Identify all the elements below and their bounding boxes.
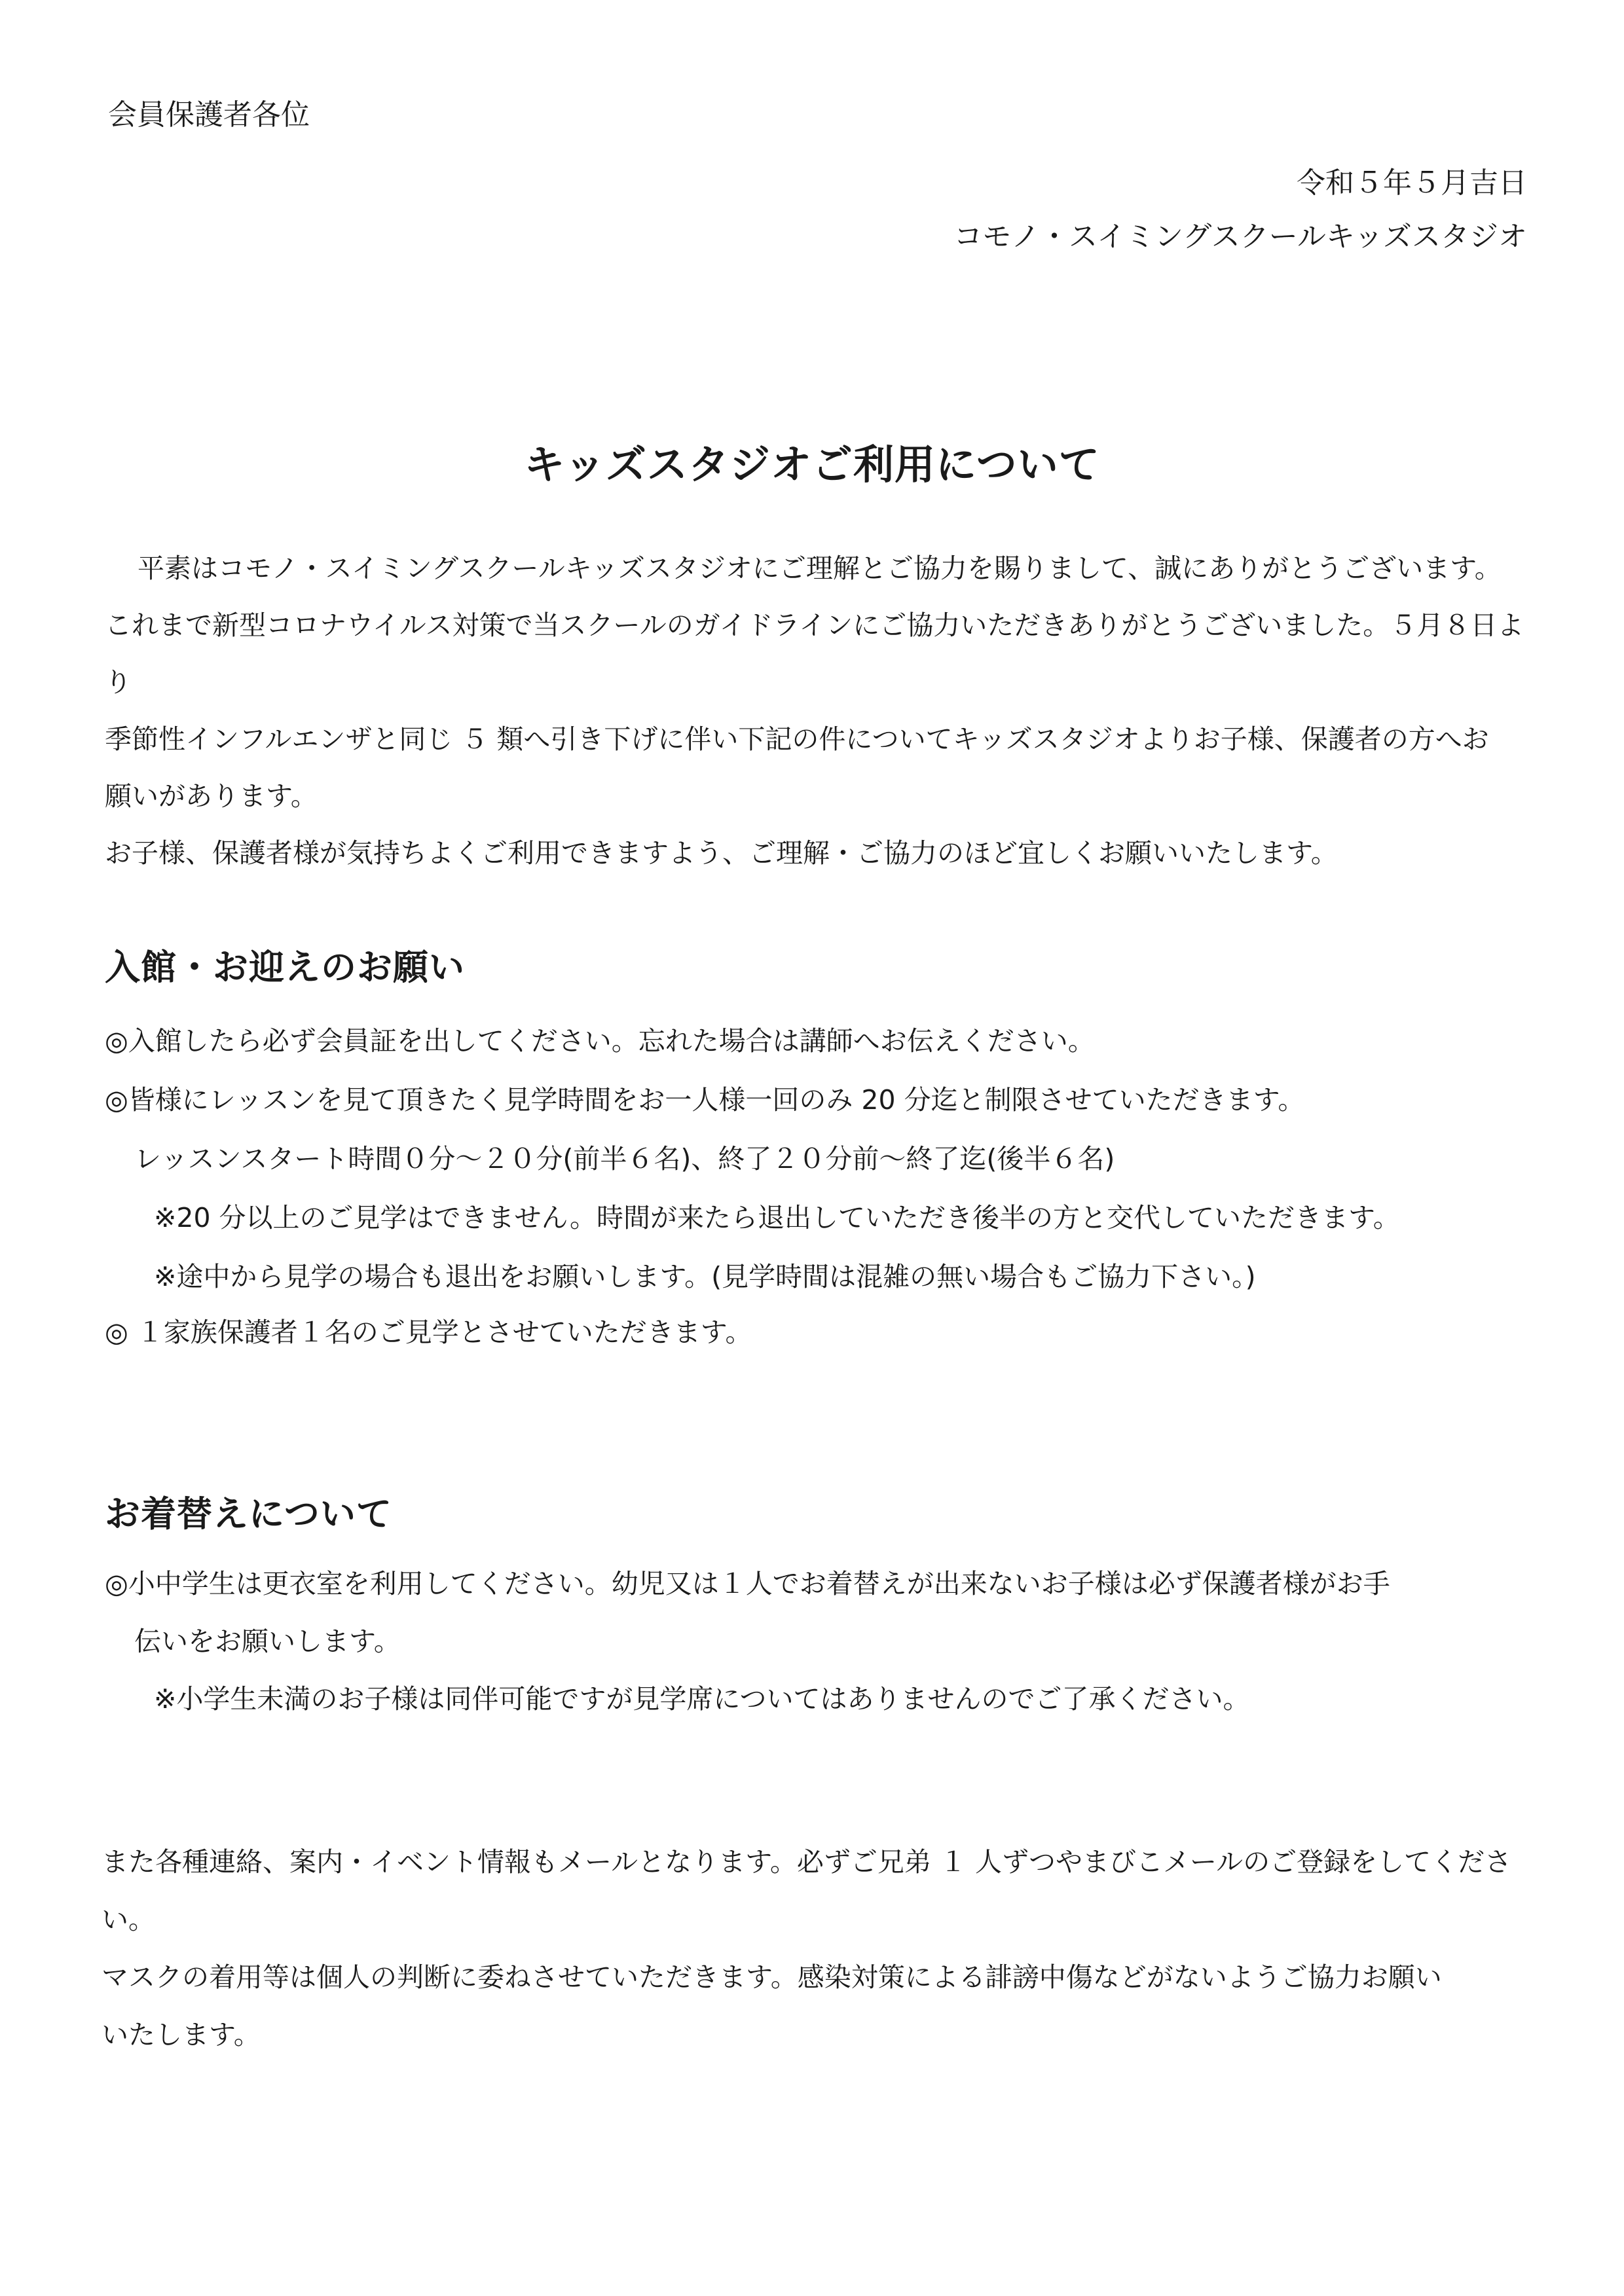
addressee: 会員保護者各位	[108, 98, 310, 132]
intro-line: 願いがあります。	[105, 780, 318, 812]
closing-paragraph	[101, 1833, 1542, 2064]
list-subitem: レッスンスタート時間０分～２０分(前半６名)、終了２０分前～終了迄(後半６名)	[134, 1143, 1115, 1175]
intro-line: 季節性インフルエンザと同じ ５ 類へ引き下げに伴い下記の件についてキッズスタジオよりお子様、保護者の方へお	[105, 723, 1489, 755]
closing-line: また各種連絡、案内・イベント情報もメールとなります。必ずご兄弟 １ 人ずつやまびこメールのご登録をしてくださ	[101, 1846, 1512, 1878]
list-subitem: ※小学生未満のお子様は同伴可能ですが見学席についてはありませんのでご了承ください。	[154, 1683, 1250, 1715]
closing-line: マスクの着用等は個人の判断に委ねさせていただきます。感染対策による誹謗中傷などがないようご協力お願い	[101, 1961, 1442, 1993]
date: 令和５年５月吉日	[1297, 166, 1527, 200]
section-heading-entry: 入館・お迎えのお願い	[105, 947, 465, 988]
section1-list	[105, 1011, 1545, 1306]
section2-list	[105, 1555, 1545, 1728]
list-subitem: ※途中から見学の場合も退出をお願いします。(見学時間は混雑の無い場合もご協力下さい。)	[154, 1261, 1256, 1292]
closing-line: いたします。	[101, 2019, 261, 2050]
section1-list-extra	[105, 1303, 1545, 1362]
intro-paragraph	[105, 540, 1545, 882]
intro-line: これまで新型コロナウイルス対策で当スクールのガイドラインにご協力いただきありがとうございました。５月８日より	[105, 610, 1524, 698]
list-item: ◎皆様にレッスンを見て頂きたく見学時間をお一人様一回のみ 20 分迄と制限させていただきます。	[105, 1084, 1305, 1116]
list-subitem: ※20 分以上のご見学はできません。時間が来たら退出していただき後半の方と交代していただきます。	[154, 1202, 1400, 1233]
list-item: ◎ １家族保護者１名のご見学とさせていただきます。	[105, 1317, 752, 1348]
closing-line: い。	[101, 1904, 155, 1935]
list-item-continued: 伝いをお願いします。	[134, 1626, 401, 1657]
section-heading-changing: お着替えについて	[105, 1493, 392, 1535]
list-item: ◎小中学生は更衣室を利用してください。幼児又は１人でお着替えが出来ないお子様は必ず保護者様がお手	[105, 1568, 1390, 1599]
sender: コモノ・スイミングスクールキッズスタジオ	[953, 220, 1527, 253]
intro-line: お子様、保護者様が気持ちよくご利用できますよう、ご理解・ご協力のほど宜しくお願いいたします。	[105, 837, 1338, 869]
list-item: ◎入館したら必ず会員証を出してください。忘れた場合は講師へお伝えください。	[105, 1025, 1095, 1057]
intro-line: 平素はコモノ・スイミングスクールキッズスタジオにご理解とご協力を賜りまして、誠にありがとうございます。	[138, 553, 1502, 584]
document-title: キッズスタジオご利用について	[524, 441, 1100, 488]
